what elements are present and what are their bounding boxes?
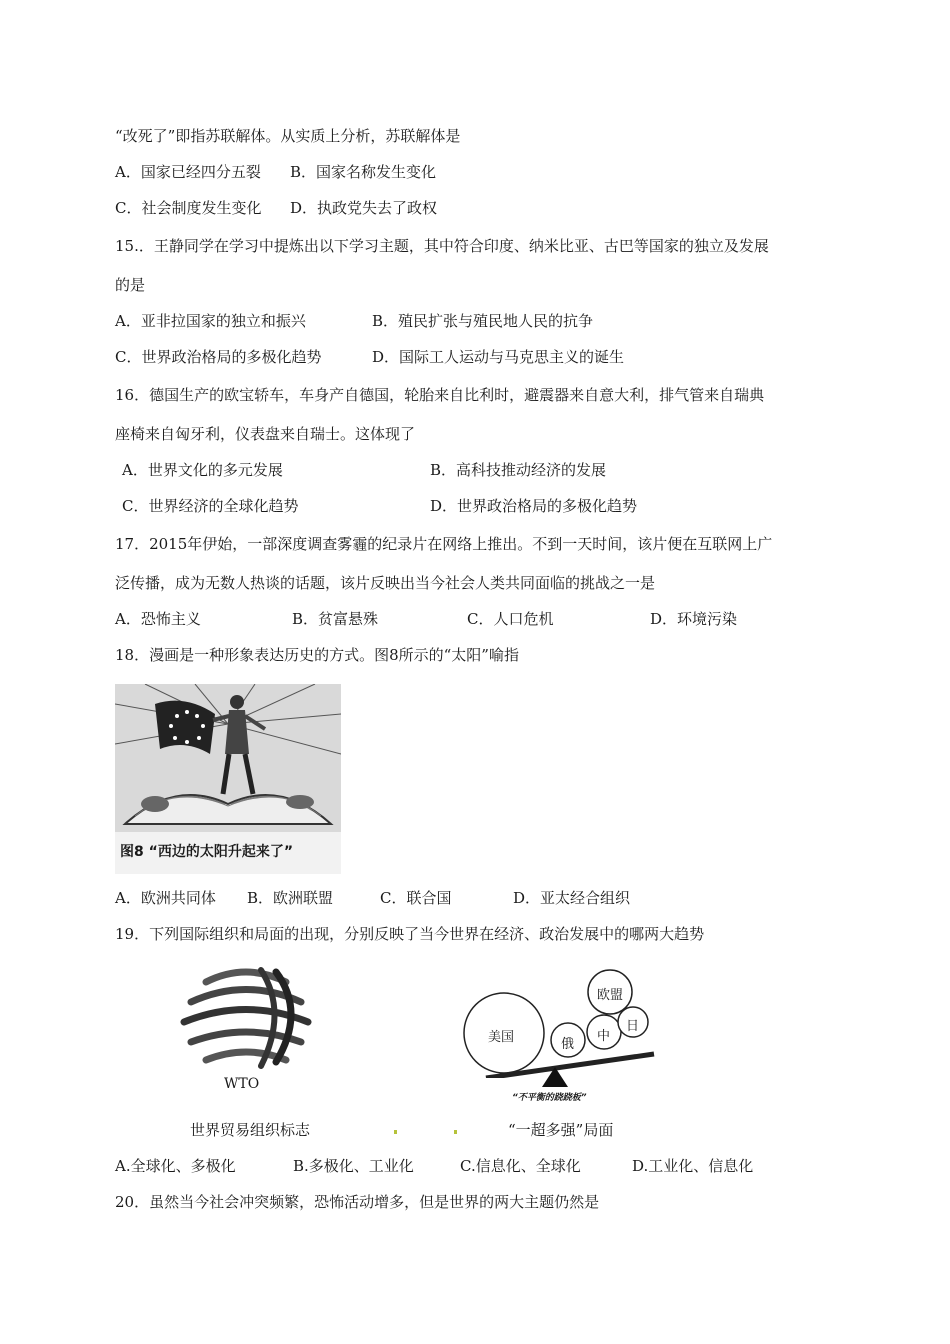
figure-8-caption: 图8 “西边的太阳升起来了” [120,844,294,860]
wto-swirl-icon [176,962,316,1072]
seesaw-circle-russia: 俄 [561,1037,575,1052]
q19-option-b: B.多极化、工业化 [293,1157,414,1175]
q19-option-c: C.信息化、全球化 [460,1157,581,1175]
q18-option-a: A．欧洲共同体 [115,889,216,907]
wto-label: WTO [224,1076,260,1092]
seesaw-circle-eu: 欧盟 [597,988,624,1003]
q20-stem: 20．虽然当今社会冲突频繁，恐怖活动增多，但是世界的两大主题仍然是 [115,1193,600,1211]
decorative-dot [454,1130,457,1134]
q17-stem-line2: 泛传播，成为无数人热谈的话题，该片反映出当今社会人类共同面临的挑战之一是 [115,574,656,592]
q16-stem-line2: 座椅来自匈牙利，仪表盘来自瑞士。这体现了 [115,425,416,443]
q16-option-b: B．高科技推动经济的发展 [430,461,607,479]
q18-stem: 18．漫画是一种形象表达历史的方式。图8所示的“太阳”喻指 [115,646,519,664]
q19-stem: 19．下列国际组织和局面的出现，分别反映了当今世界在经济、政治发展中的哪两大趋势 [115,925,705,943]
seesaw-circle-china: 中 [597,1029,611,1044]
seesaw-circle-japan: 日 [626,1019,640,1034]
decorative-dot [394,1130,397,1134]
cartoon-image [115,684,341,832]
q16-stem-line1: 16．德国生产的欧宝轿车，车身产自德国，轮胎来自比利时，避震器来自意大利，排气管来自瑞典 [115,386,765,404]
seesaw-fulcrum-icon [540,1067,570,1089]
q17-stem-line1: 17．2015年伊始，一部深度调查雾霾的纪录片在网络上推出。不到一天时间，该片便在互联网上广 [115,535,773,553]
q15-option-a: A．亚非拉国家的独立和振兴 [115,312,306,330]
q14-option-b: B．国家名称发生变化 [290,163,437,181]
q15-stem-line1: 15.．王静同学在学习中提炼出以下学习主题，其中符合印度、纳米比亚、古巴等国家的独立及发展 [115,237,769,255]
q15-option-c: C．世界政治格局的多极化趋势 [115,348,322,366]
q14-stem: “改死了”即指苏联解体。从实质上分析，苏联解体是 [115,127,461,145]
seesaw-circle-usa: 美国 [488,1030,515,1045]
q16-option-a: A．世界文化的多元发展 [122,461,283,479]
seesaw-board-caption: “不平衡的跷跷板” [512,1093,587,1103]
q17-option-b: B．贫富悬殊 [292,610,379,628]
q15-option-d: D．国际工人运动与马克思主义的诞生 [372,348,625,366]
q17-option-a: A．恐怖主义 [115,610,201,628]
q16-option-c: C．世界经济的全球化趋势 [122,497,299,515]
q14-option-a: A．国家已经四分五裂 [115,163,261,181]
q14-option-d: D．执政党失去了政权 [290,199,438,217]
q17-option-d: D．环境污染 [650,610,738,628]
wto-caption: 世界贸易组织标志 [190,1121,311,1139]
q18-option-c: C．联合国 [380,889,452,907]
seesaw-caption: “一超多强”局面 [508,1121,614,1139]
q15-option-b: B．殖民扩张与殖民地人民的抗争 [372,312,594,330]
seesaw-diagram [460,968,660,1108]
q18-option-b: B．欧洲联盟 [247,889,334,907]
cartoon-figure-8 [115,684,341,874]
q17-option-c: C．人口危机 [467,610,554,628]
q19-option-d: D.工业化、信息化 [632,1157,754,1175]
q18-option-d: D．亚太经合组织 [513,889,631,907]
q19-option-a: A.全球化、多极化 [115,1157,236,1175]
wto-logo [176,962,316,1102]
q15-stem-line2: 的是 [115,276,146,294]
q14-option-c: C．社会制度发生变化 [115,199,262,217]
q16-option-d: D．世界政治格局的多极化趋势 [430,497,638,515]
